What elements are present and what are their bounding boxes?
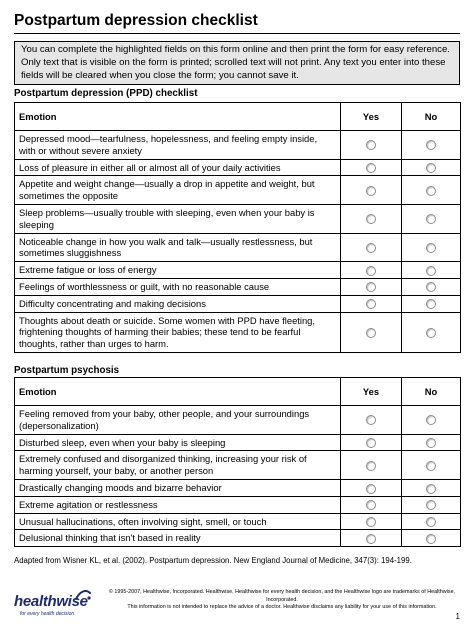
emotion-cell: Unusual hallucinations, often involving sight, smell, or touch: [15, 513, 341, 530]
no-radio-button[interactable]: [426, 186, 436, 196]
no-radio-button[interactable]: [426, 140, 436, 150]
yes-radio-button[interactable]: [366, 438, 376, 448]
yes-option-cell: [341, 131, 402, 160]
no-column-header: No: [402, 103, 461, 131]
yes-option-cell: [341, 479, 402, 496]
yes-option-cell: [341, 262, 402, 279]
emotion-cell: Thoughts about death or suicide. Some women with PPD have fleeting, frightening thoughts of harming their babies; these tend to be fearful thoughts, rather than urges to harm.: [15, 312, 341, 352]
yes-option-cell: [341, 159, 402, 176]
no-column-header: No: [402, 378, 461, 406]
no-option-cell: [402, 406, 461, 435]
emotion-cell: Extremely confused and disorganized thinking, increasing your risk of harming yourself, your baby, or another person: [15, 451, 341, 480]
emotion-cell: Depressed mood—tearfulness, hopelessness, and feeling empty inside, with or without severe anxiety: [15, 131, 341, 160]
checklist-row: [15, 295, 461, 312]
yes-option-cell: [341, 496, 402, 513]
emotion-cell: Feelings of worthlessness or guilt, with no reasonable cause: [15, 278, 341, 295]
checklist-row: [15, 131, 461, 160]
yes-column-header: Yes: [341, 103, 402, 131]
emotion-cell: Drastically changing moods and bizarre behavior: [15, 479, 341, 496]
emotion-cell: Delusional thinking that isn't based in reality: [15, 530, 341, 547]
emotion-cell: Difficulty concentrating and making decisions: [15, 295, 341, 312]
ppd-checklist-table: [14, 102, 461, 353]
no-option-cell: [402, 434, 461, 451]
citation: Adapted from Wisner KL, et al. (2002). Postpartum depression. New England Journal of Medicine, 347(3): 194-199.: [14, 556, 412, 565]
emotion-cell: Extreme agitation or restlessness: [15, 496, 341, 513]
checklist-row: [15, 312, 461, 352]
emotion-cell: Extreme fatigue or loss of energy: [15, 262, 341, 279]
emotion-cell: Noticeable change in how you walk and talk—usually restlessness, but sometimes sluggishness: [15, 233, 341, 262]
no-option-cell: [402, 479, 461, 496]
no-option-cell: [402, 496, 461, 513]
emotion-column-header: Emotion: [15, 378, 341, 406]
yes-option-cell: [341, 406, 402, 435]
page-number: 1: [455, 612, 460, 621]
yes-radio-button[interactable]: [366, 140, 376, 150]
logo-tagline: for every health decision: [20, 611, 75, 617]
emotion-cell: Appetite and weight change—usually a drop in appetite and weight, but sometimes the opposite: [15, 176, 341, 205]
no-option-cell: [402, 159, 461, 176]
yes-radio-button[interactable]: [366, 415, 376, 425]
table-header-row: [15, 378, 461, 406]
no-option-cell: [402, 312, 461, 352]
yes-option-cell: [341, 295, 402, 312]
checklist-row: [15, 479, 461, 496]
no-radio-button[interactable]: [426, 282, 436, 292]
no-radio-button[interactable]: [426, 328, 436, 338]
checklist-row: [15, 451, 461, 480]
logo-wordmark: healthwise: [14, 593, 88, 610]
no-radio-button[interactable]: [426, 415, 436, 425]
page-title: Postpartum depression checklist: [14, 12, 258, 29]
no-option-cell: [402, 278, 461, 295]
healthwise-logo: [14, 593, 98, 621]
no-option-cell: [402, 295, 461, 312]
emotion-cell: Sleep problems—usually trouble with sleeping, even when your baby is sleeping: [15, 204, 341, 233]
no-radio-button[interactable]: [426, 163, 436, 173]
no-radio-button[interactable]: [426, 438, 436, 448]
yes-radio-button[interactable]: [366, 461, 376, 471]
yes-option-cell: [341, 233, 402, 262]
disclaimer-text: This information is not intended to replace the advice of a doctor. Healthwise disclaims any liability for your use of this information.: [127, 604, 437, 611]
yes-radio-button[interactable]: [366, 186, 376, 196]
no-radio-button[interactable]: [426, 214, 436, 224]
yes-radio-button[interactable]: [366, 484, 376, 494]
no-radio-button[interactable]: [426, 243, 436, 253]
no-radio-button[interactable]: [426, 484, 436, 494]
no-option-cell: [402, 451, 461, 480]
healthwise-swirl-icon: [74, 589, 92, 603]
checklist-row: [15, 513, 461, 530]
checklist-row: [15, 159, 461, 176]
psychosis-section-title: Postpartum psychosis: [14, 365, 120, 376]
checklist-row: [15, 496, 461, 513]
yes-option-cell: [341, 204, 402, 233]
emotion-cell: Disturbed sleep, even when your baby is sleeping: [15, 434, 341, 451]
emotion-column-header: Emotion: [15, 103, 341, 131]
no-radio-button[interactable]: [426, 461, 436, 471]
yes-radio-button[interactable]: [366, 500, 376, 510]
yes-option-cell: [341, 513, 402, 530]
yes-radio-button[interactable]: [366, 534, 376, 544]
no-radio-button[interactable]: [426, 500, 436, 510]
no-option-cell: [402, 176, 461, 205]
no-option-cell: [402, 513, 461, 530]
yes-radio-button[interactable]: [366, 214, 376, 224]
checklist-row: [15, 176, 461, 205]
intro-box: You can complete the highlighted fields on this form online and then print the form for easy reference. Only text that is visible on the form is printed; scrolled text will not print. Any text you enter into these fields will be cleared when you close the form; you cannot save it.: [14, 41, 460, 85]
yes-column-header: Yes: [341, 378, 402, 406]
ppd-section-title: Postpartum depression (PPD) checklist: [14, 88, 198, 99]
no-radio-button[interactable]: [426, 534, 436, 544]
emotion-cell: Loss of pleasure in either all or almost all of your daily activities: [15, 159, 341, 176]
no-option-cell: [402, 262, 461, 279]
yes-option-cell: [341, 312, 402, 352]
no-option-cell: [402, 530, 461, 547]
checklist-row: [15, 434, 461, 451]
footer: [14, 588, 464, 622]
yes-option-cell: [341, 176, 402, 205]
yes-option-cell: [341, 451, 402, 480]
yes-option-cell: [341, 530, 402, 547]
yes-radio-button[interactable]: [366, 299, 376, 309]
checklist-row: [15, 530, 461, 547]
yes-radio-button[interactable]: [366, 163, 376, 173]
yes-radio-button[interactable]: [366, 328, 376, 338]
yes-radio-button[interactable]: [366, 282, 376, 292]
checklist-row: [15, 406, 461, 435]
checklist-row: [15, 204, 461, 233]
checklist-row: [15, 262, 461, 279]
no-radio-button[interactable]: [426, 266, 436, 276]
title-rule: [14, 33, 460, 34]
no-option-cell: [402, 233, 461, 262]
no-radio-button[interactable]: [426, 299, 436, 309]
no-option-cell: [402, 204, 461, 233]
psychosis-checklist-table: [14, 377, 461, 547]
yes-radio-button[interactable]: [366, 266, 376, 276]
checklist-row: [15, 278, 461, 295]
copyright-text: © 1995-2007, Healthwise, Incorporated. Healthwise, Healthwise for every health decision, and the Healthwise logo are trademarks of Healthwise, Incorporated.: [108, 589, 456, 603]
checklist-row: [15, 233, 461, 262]
yes-radio-button[interactable]: [366, 517, 376, 527]
no-radio-button[interactable]: [426, 517, 436, 527]
emotion-cell: Feeling removed from your baby, other people, and your surroundings (depersonalization): [15, 406, 341, 435]
yes-radio-button[interactable]: [366, 243, 376, 253]
legal-text: [102, 589, 462, 612]
yes-option-cell: [341, 278, 402, 295]
table-header-row: [15, 103, 461, 131]
no-option-cell: [402, 131, 461, 160]
yes-option-cell: [341, 434, 402, 451]
